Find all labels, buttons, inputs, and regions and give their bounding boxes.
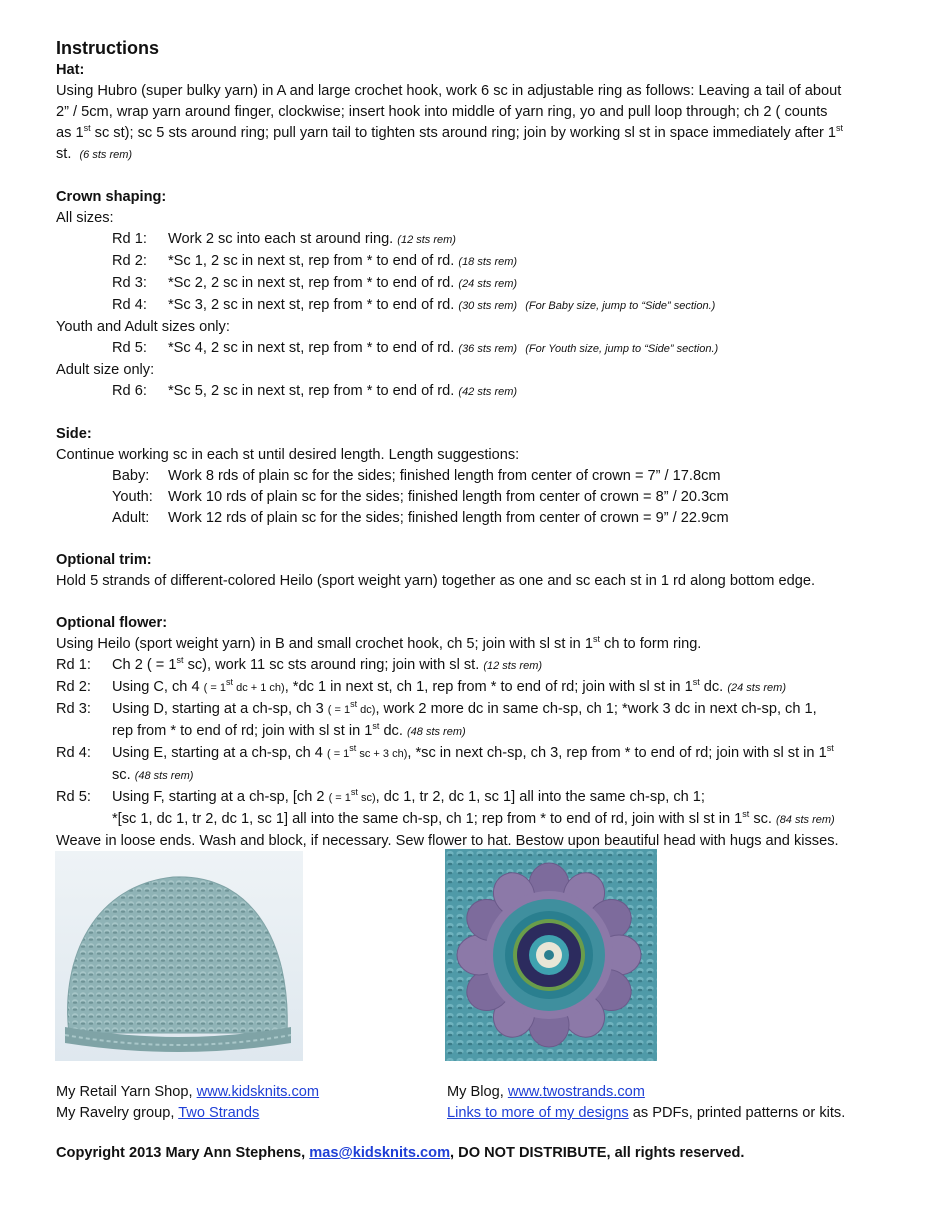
text-fragment: as 1	[56, 125, 84, 141]
flower-round-4	[56, 743, 916, 787]
round-text: Work 2 sc into each st around ring. (12 sts rem)	[168, 231, 456, 247]
hat-text-4	[56, 144, 916, 166]
crown-round-2	[56, 251, 916, 273]
text-fragment: Using C, ch 4	[112, 679, 200, 695]
hat-heading: Hat:	[56, 62, 85, 78]
side-row	[56, 466, 916, 487]
adult-only-label: Adult size only:	[56, 362, 155, 378]
text-fragment: sc.	[112, 767, 131, 783]
text-fragment: Using E, starting at a ch-sp, ch 4	[112, 745, 323, 761]
round-label: Rd 5:	[56, 789, 91, 805]
shop-label: My Retail Yarn Shop,	[56, 1084, 197, 1100]
flower-photo	[445, 849, 657, 1061]
text-fragment: sc.	[749, 811, 772, 827]
stitch-count: (36 sts rem)	[458, 343, 518, 355]
round-text: *Sc 1, 2 sc in next st, rep from * to end of rd. (18 sts rem)	[168, 253, 518, 269]
side-row	[56, 487, 916, 508]
text-fragment: st.	[56, 146, 72, 162]
text-fragment: dc.	[379, 723, 403, 739]
round-text: *Sc 5, 2 sc in next st, rep from * to end of rd. (42 sts rem)	[168, 383, 518, 399]
small-note: ( = 1st sc)	[328, 787, 376, 804]
stitch-count: (18 sts rem)	[458, 256, 518, 268]
hat-text-1: Using Hubro (super bulky yarn) in A and large crochet hook, work 6 sc in adjustable ring as follows: Leaving a tail of about	[56, 83, 842, 99]
trim-text: Hold 5 strands of different-colored Heilo (sport weight yarn) together as one and sc each st in 1 rd along bottom edge.	[56, 573, 816, 589]
designs-line	[447, 1103, 845, 1124]
text-fragment: Using Heilo (sport weight yarn) in B and small crochet hook, ch 5; join with sl st in 1	[56, 636, 593, 652]
text-fragment: , work 2 more dc in same ch-sp, ch 1; *work 3 dc in next ch-sp, ch 1,	[375, 701, 817, 717]
flower-round-1	[56, 655, 916, 677]
copyright-text-end: , DO NOT DISTRIBUTE, all rights reserved.	[450, 1145, 745, 1161]
stitch-count: (6 sts rem)	[79, 149, 133, 161]
stitch-count: (24 sts rem)	[727, 682, 786, 694]
instructions-page	[56, 36, 916, 852]
hat-text-2: 2” / 5cm, wrap yarn around finger, clockwise; insert hook into middle of yarn ring, yo and pull loop through; ch 2 ( counts	[56, 104, 828, 120]
round-label: Rd 2:	[112, 253, 147, 269]
size-text: Work 8 rds of plain sc for the sides; finished length from center of crown = 7” / 17.8cm	[168, 468, 721, 484]
size-text: Work 10 rds of plain sc for the sides; finished length from center of crown = 8” / 20.3cm	[168, 489, 729, 505]
text-fragment: , *sc in next ch-sp, ch 3, rep from * to end of rd; join with sl st in 1	[407, 745, 827, 761]
round-label: Rd 2:	[56, 679, 91, 695]
round-text: *Sc 3, 2 sc in next st, rep from * to end of rd. (30 sts rem) (For Baby size, jump to “Side” section.)	[168, 297, 716, 313]
size-label: Baby:	[112, 468, 150, 484]
round-label: Rd 4:	[56, 745, 91, 761]
crown-round-5	[56, 338, 916, 360]
stitch-count: (12 sts rem)	[483, 660, 543, 672]
round-text	[112, 699, 817, 743]
stitch-count: (48 sts rem)	[406, 726, 466, 738]
round-text	[112, 677, 786, 699]
size-note: (For Youth size, jump to “Side” section.)	[525, 343, 719, 355]
superscript: st	[826, 743, 834, 753]
flower-heading: Optional flower:	[56, 615, 168, 631]
ravelry-label: My Ravelry group,	[56, 1105, 179, 1121]
round-label: Rd 3:	[112, 275, 147, 291]
crown-round-3	[56, 273, 916, 295]
superscript: st	[176, 655, 184, 665]
hat-text-3	[56, 123, 916, 144]
round-label: Rd 4:	[112, 297, 147, 313]
size-note: (For Baby size, jump to “Side” section.)	[525, 300, 716, 312]
small-note: ( = 1st dc + 1 ch)	[203, 677, 285, 694]
superscript: st	[692, 677, 700, 687]
hat-photo	[55, 851, 303, 1061]
copyright-line	[56, 1145, 744, 1161]
round-label: Rd 6:	[112, 383, 147, 399]
size-label: Adult:	[112, 510, 150, 526]
text-fragment: sc st); sc 5 sts around ring; pull yarn tail to tighten sts around ring; join by working sl st in space immediately after 1	[90, 125, 837, 141]
crown-heading: Crown shaping:	[56, 189, 167, 205]
superscript: st	[592, 634, 600, 644]
size-text: Work 12 rds of plain sc for the sides; finished length from center of crown = 9” / 22.9cm	[168, 510, 729, 526]
round-label: Rd 1:	[112, 231, 147, 247]
text-fragment: Using F, starting at a ch-sp, [ch 2	[112, 789, 325, 805]
text-fragment: Ch 2 ( = 1	[112, 657, 177, 673]
closing-text: Weave in loose ends. Wash and block, if necessary. Sew flower to hat. Bestow upon beautiful head with hugs and kisses.	[56, 833, 839, 849]
copyright-text: Copyright 2013 Mary Ann Stephens,	[56, 1145, 310, 1161]
blog-line	[447, 1082, 845, 1103]
small-note: ( = 1st sc + 3 ch)	[326, 743, 408, 760]
small-note: ( = 1st dc)	[327, 699, 376, 716]
round-label: Rd 3:	[56, 701, 91, 717]
text-fragment: rep from * to end of rd; join with sl st in 1	[112, 723, 373, 739]
shop-link[interactable]: www.kidsknits.com	[196, 1084, 320, 1100]
trim-heading: Optional trim:	[56, 552, 152, 568]
ravelry-link[interactable]: Two Strands	[178, 1105, 260, 1121]
text-fragment: *[sc 1, dc 1, tr 2, dc 1, sc 1] all into the same ch-sp, ch 1; rep from * to end of rd, join with sl st in 1	[112, 811, 743, 827]
flower-intro	[56, 634, 916, 655]
shop-links	[56, 1082, 319, 1124]
flower-round-5	[56, 787, 916, 831]
flower-round-3	[56, 699, 916, 743]
superscript: st	[83, 123, 91, 133]
youth-adult-label: Youth and Adult sizes only:	[56, 319, 230, 335]
superscript: st	[372, 721, 380, 731]
designs-link[interactable]: Links to more of my designs	[447, 1105, 629, 1121]
stitch-count: (24 sts rem)	[458, 278, 518, 290]
size-label: Youth:	[112, 489, 153, 505]
text-fragment: , dc 1, tr 2, dc 1, sc 1] all into the same ch-sp, ch 1;	[375, 789, 705, 805]
crown-round-6	[56, 381, 916, 403]
round-text	[112, 787, 835, 831]
side-intro: Continue working sc in each st until desired length. Length suggestions:	[56, 447, 520, 463]
crown-round-1	[56, 229, 916, 251]
round-text: *Sc 2, 2 sc in next st, rep from * to end of rd. (24 sts rem)	[168, 275, 518, 291]
ravelry-line	[56, 1103, 319, 1124]
flower-round-2	[56, 677, 916, 699]
text-fragment: dc.	[699, 679, 724, 695]
stitch-count: (12 sts rem)	[397, 234, 456, 246]
shop-line	[56, 1082, 319, 1103]
superscript: st	[742, 809, 750, 819]
stitch-count: (42 sts rem)	[458, 386, 518, 398]
blog-label: My Blog,	[447, 1084, 508, 1100]
blog-link[interactable]: www.twostrands.com	[507, 1084, 645, 1100]
email-link[interactable]: mas@kidsknits.com	[309, 1145, 451, 1161]
side-heading: Side:	[56, 426, 92, 442]
superscript: st	[836, 123, 844, 133]
stitch-count: (84 sts rem)	[776, 814, 835, 826]
side-row	[56, 508, 916, 529]
round-text: *Sc 4, 2 sc in next st, rep from * to end of rd. (36 sts rem) (For Youth size, jump to “Side” section.)	[168, 340, 719, 356]
text-fragment: , *dc 1 in next st, ch 1, rep from * to end of rd; join with sl st in 1	[284, 679, 693, 695]
stitch-count: (48 sts rem)	[134, 770, 194, 782]
round-text	[112, 655, 542, 677]
blog-links	[447, 1082, 845, 1124]
text-fragment: Using D, starting at a ch-sp, ch 3	[112, 701, 324, 717]
round-label: Rd 5:	[112, 340, 147, 356]
all-sizes-label: All sizes:	[56, 210, 114, 226]
designs-tail: as PDFs, printed patterns or kits.	[628, 1105, 846, 1121]
crown-round-4	[56, 295, 916, 317]
round-label: Rd 1:	[56, 657, 91, 673]
stitch-count: (30 sts rem)	[458, 300, 518, 312]
round-text	[112, 743, 834, 787]
text-fragment: ch to form ring.	[599, 636, 702, 652]
page-title: Instructions	[56, 38, 160, 58]
text-fragment: sc), work 11 sc sts around ring; join with sl st.	[183, 657, 480, 673]
